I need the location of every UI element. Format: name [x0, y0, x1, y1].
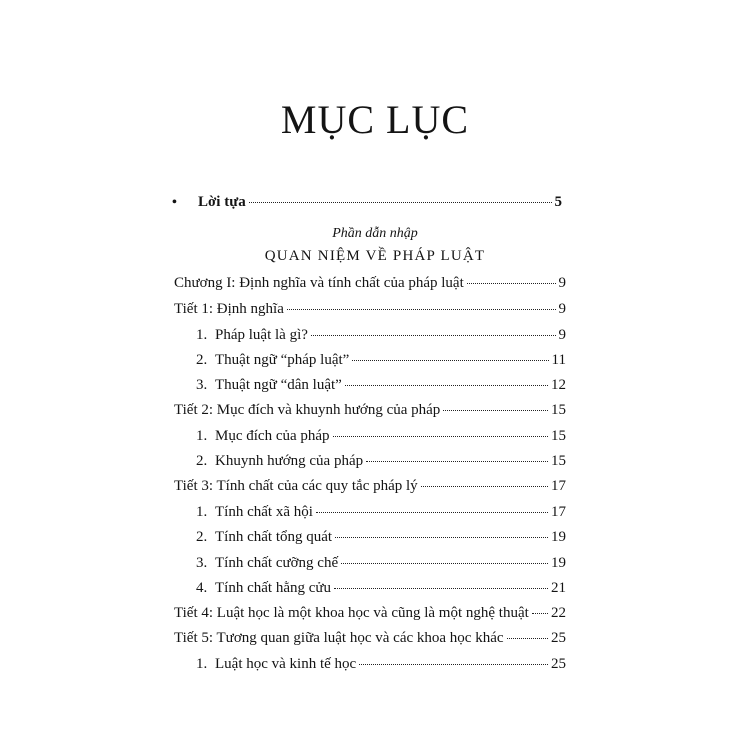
toc-entry-page: 19 — [551, 555, 566, 571]
toc-entry-page: 12 — [551, 377, 566, 393]
dot-leader — [287, 308, 556, 310]
toc-entry-item — [196, 451, 566, 471]
toc-entry-page: 19 — [551, 529, 566, 545]
toc-entry-page: 17 — [551, 478, 566, 494]
dot-leader — [443, 409, 548, 411]
dot-leader — [366, 460, 548, 462]
toc-entry-page: 15 — [551, 453, 566, 469]
toc-entry-number: 1. — [196, 656, 208, 672]
toc-entry-number: 2. — [196, 529, 208, 545]
toc-entry-page: 9 — [558, 327, 566, 343]
toc-entry-item — [196, 578, 566, 598]
toc-entry-number: 3. — [196, 377, 208, 393]
dot-leader — [341, 562, 548, 564]
toc-entry-number: 2. — [196, 453, 208, 469]
toc-entry-label: Tiết 3: Tính chất của các quy tắc pháp lý — [174, 478, 418, 494]
toc-entry-label: Lời tựa — [198, 194, 246, 210]
toc-entry-label: Tính chất xã hội — [215, 504, 313, 520]
toc-entry-number: 2. — [196, 352, 208, 368]
toc-entry-item — [196, 350, 566, 370]
dot-leader — [311, 334, 556, 336]
toc-entry-page: 25 — [551, 656, 566, 672]
toc-entry-number: 3. — [196, 555, 208, 571]
toc-entry-item — [196, 654, 566, 674]
dot-leader — [507, 637, 548, 639]
toc-entry-label: Tiết 1: Định nghĩa — [174, 301, 284, 317]
toc-entry-item — [196, 527, 566, 547]
dot-leader — [421, 485, 548, 487]
dot-leader — [316, 511, 548, 513]
dot-leader — [345, 384, 548, 386]
dot-leader — [467, 282, 556, 284]
toc-entry-number: 1. — [196, 327, 208, 343]
toc-entry-preface — [172, 192, 562, 213]
toc-entry-item — [196, 553, 566, 573]
toc-entry-section — [174, 299, 566, 319]
toc-entry-label: Tiết 2: Mục đích và khuynh hướng của pháp — [174, 402, 441, 418]
page-title: MỤC LỤC — [280, 97, 470, 142]
part-heading: QUAN NIỆM VỀ PHÁP LUẬT — [264, 248, 486, 264]
toc-entry-page: 9 — [558, 275, 566, 291]
toc-entry-item — [196, 375, 566, 395]
toc-entry-label: Tính chất cưỡng chế — [215, 555, 339, 571]
toc-entry-label: Khuynh hướng của pháp — [215, 453, 364, 469]
dot-leader — [532, 612, 548, 614]
toc-entry-label: Tính chất tổng quát — [215, 529, 333, 545]
dot-leader — [249, 201, 552, 203]
toc-entry-section — [174, 476, 566, 496]
toc-entry-label: Tính chất hằng cửu — [215, 580, 332, 596]
toc-entry-label: Tiết 4: Luật học là một khoa học và cũng là một nghệ thuật — [174, 605, 529, 621]
toc-entry-number: 1. — [196, 428, 208, 444]
toc-entry-page: 25 — [551, 630, 566, 646]
part-subtitle: Phần dẫn nhập — [332, 226, 418, 241]
toc-entry-item — [196, 502, 566, 522]
dot-leader — [333, 435, 548, 437]
toc-entry-item — [196, 426, 566, 446]
toc-entry-page: 15 — [551, 428, 566, 444]
toc-entry-page: 17 — [551, 504, 566, 520]
toc-entry-label: Luật học và kinh tế học — [215, 656, 357, 672]
toc-entry-page: 5 — [554, 194, 562, 210]
toc-entry-section — [174, 603, 566, 623]
toc-entry-label: Mục đích của pháp — [215, 428, 330, 444]
toc-entry-label: Thuật ngữ “dân luật” — [215, 377, 342, 393]
toc-entry-number: 1. — [196, 504, 208, 520]
toc-entry-number: 4. — [196, 580, 208, 596]
toc-entry-page: 22 — [551, 605, 566, 621]
toc-entry-label: Tiết 5: Tương quan giữa luật học và các khoa học khác — [174, 630, 504, 646]
dot-leader — [334, 587, 548, 589]
toc-entry-page: 21 — [551, 580, 566, 596]
toc-entry-section — [174, 628, 566, 648]
toc-entry-label: Chương I: Định nghĩa và tính chất của pháp luật — [174, 275, 464, 291]
toc-entry-label: Pháp luật là gì? — [215, 327, 308, 343]
bullet-icon: • — [172, 195, 177, 210]
dot-leader — [335, 536, 548, 538]
toc-entry-page: 15 — [551, 402, 566, 418]
toc-entry-section — [174, 400, 566, 420]
dot-leader — [359, 663, 548, 665]
toc-entry-page: 9 — [558, 301, 566, 317]
toc-entry-item — [196, 325, 566, 345]
dot-leader — [352, 359, 548, 361]
toc-entry-chapter — [174, 273, 566, 293]
toc-entry-page: 11 — [551, 352, 566, 368]
toc-entry-label: Thuật ngữ “pháp luật” — [215, 352, 350, 368]
